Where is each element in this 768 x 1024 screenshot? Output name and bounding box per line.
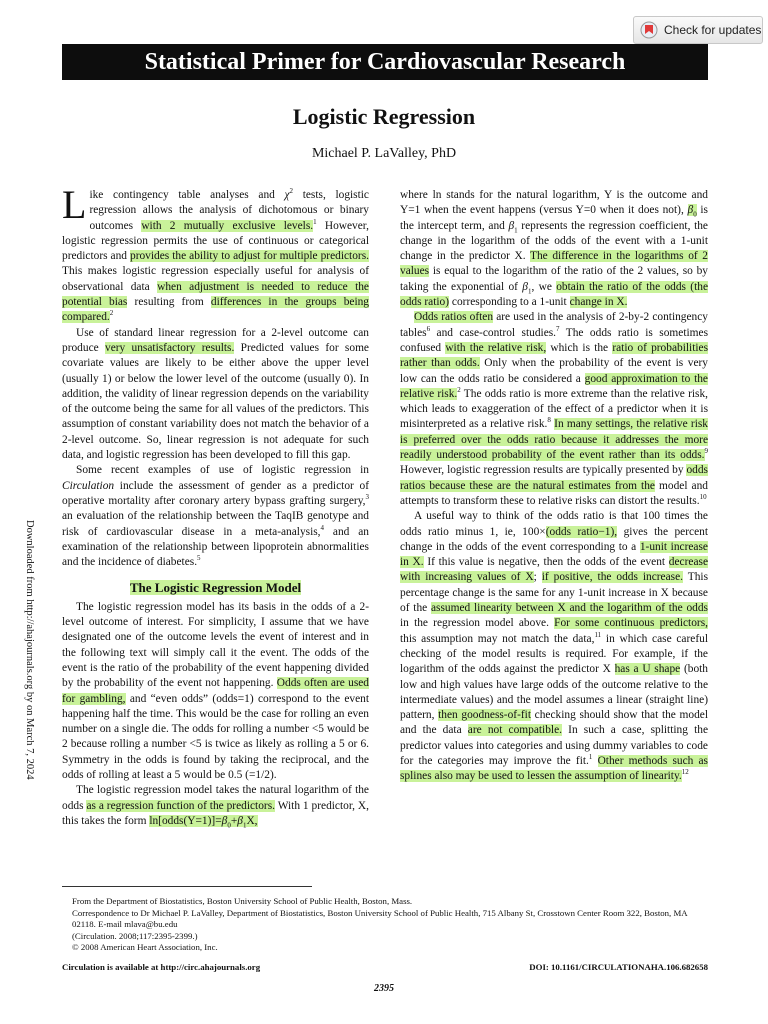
paragraph: Odds ratios often are used in the analysis of 2-by-2 contingency tables$^6$ and case-control studies.$^7$ The odds ratio is sometimes confused with the relative risk, which is the ratio of probabilities rather than odds. Only when the probability of the event is very low can the odds ratio be considered a good approximation to the relative risk.$^2$ The odds ratio is more extreme than the relative risk, which leads to exaggeration of the effect of a predictor when it is misinterpreted as a relative risk.$^8$ In many settings, the relative risk is preferred over the odds ratio because it addresses the more readily understood probability of the event rather than its odds.$^9$ However, logistic regression results are typically presented by odds ratios because these are the natural estimates from the model and attempts to transform these to relative risks can distort the results.$^{10}$ [400,311,709,507]
footnotes [62,896,708,972]
correspondence-note: Correspondence to Dr Michael P. LaValley, Department of Biostatistics, Boston University School of Public Health, 715 Albany St, Crosstown Center Room 322, Boston, MA 02118. E-mail mlava@bu.edu [72,907,688,930]
check-for-updates-label: Check for updates [664,23,762,37]
paragraph: Use of standard linear regression for a 2-level outcome can produce very unsatisfactory results. Predicted values for some covariate values are likely to be either above the upper level (usually 1) or below the lower level of the outcome (usually 0). In addition, the validity of linear regression depends on the variability of the outcome being the same for all values of the predictors. This assumption of constant variability does not match the behavior of a 2-level outcome. So, linear regression is not adequate for such data, and logistic regression has been developed to fill this gap. [62,326,369,462]
doi-note: DOI: 10.1161/CIRCULATIONAHA.106.682658 [529,962,708,972]
crossmark-icon [640,21,658,39]
journal-url-note: Circulation is available at http://circ.ahajournals.org [62,962,261,972]
body-column-left [62,182,370,830]
affiliation-note: From the Department of Biostatistics, Boston University School of Public Health, Boston, Mass. [72,896,413,906]
body-column-right [400,188,708,785]
citation-note: (Circulation. 2008;117:2395-2399.) [72,930,198,941]
paragraph: Like contingency table analyses and $\chi^2$ tests, logistic regression allows the analysis of dichotomous or binary outcomes with 2 mutually exclusive levels.$^1$ However, logistic regression permits the use of continuous or categorical predictors and provides the ability to adjust for multiple predictors. This makes logistic regression especially useful for analysis of observational data when adjustment is needed to reduce the potential bias resulting from differences in the groups being compared.$^2$ [62,182,369,324]
article-title: Logistic Regression [292,104,476,129]
paragraph: A useful way to think of the odds ratio is that 100 times the odds ratio minus 1, ie, 100×(odds ratio−1), gives the percent change in the odds of the event corresponding to a 1-unit increase in X. If this value is negative, then the odds of the event decrease with increasing values of X; if positive, the odds increase. This percentage change is the same for any 1-unit increase in X because of the assumed linearity between X and the logarithm of the odds in the regression model above. For some continuous predictors, this assumption may not match the data,$^{11}$ in which case careful checking of the model results is required. For example, if the logarithm of the odds against the predictor X has a U shape (both low and high values have large odds of the outcome relative to the intermediate values) and the model assumes a linear (straight line) pattern, then goodness-of-fit checking should show that the model and the data are not compatible. In such a case, splitting the predictor values into categories and using dummy variables to code for the categories may improve the fit.$^1$ Other methods such as splines also may be used to lessen the assumption of linearity.$^{12}$ [400,510,709,783]
paragraph: The logistic regression model has its basis in the odds of a 2-level outcome of interest. For simplicity, I assume that we have designated one of the outcome levels the event of interest and in the following text will simply call it the event. The odds of the event is the ratio of the probability of the event happening divided by the probability of the event not happening. Odds often are used for gambling, and “even odds” (odds=1) correspond to the event happening half the time. This would be the case for rolling an even number on a single die. The odds for rolling a number <5 would be 2 because rolling a number <5 is twice as likely as rolling a 5 or 6. Symmetry in the odds is found by taking the reciprocal, and the odds of rolling at least a 5 would be 0.5 (=1/2). [62,600,370,781]
paragraph: Some recent examples of use of logistic regression in Circulation include the assessment of gender as a predictor of operative mortality after coronary artery bypass grafting surgery,$^3$ an evaluation of the relationship between the TaqIB genotype and risk of cardiovascular disease in a meta-analysis,$^4$ and an examination of the relationship between lipoprotein abnormalities and the incidence of diabetes.$^5$ [62,464,369,569]
page-number: 2395 [374,983,394,994]
check-for-updates-badge[interactable] [633,16,763,44]
download-side-note: Downloaded from http://ahajournals.org by on March 7, 2024 [24,520,35,780]
paragraph: The logistic regression model takes the natural logarithm of the odds as a regression function of the predictors. With 1 predictor, X, this takes the form $\ln[odds(Y=1)]=\beta_0+\beta_1X$, [62,784,370,830]
article-author: Michael P. LaValley, PhD [311,146,457,161]
series-banner: Statistical Primer for Cardiovascular Research [62,44,708,80]
copyright-note: © 2008 American Heart Association, Inc. [72,942,218,953]
footnote-divider [62,886,312,887]
paragraph: where ln stands for the natural logarithm, Y is the outcome and Y=1 when the event happens (versus Y=0 when it does not), $\beta_0$ is the intercept term, and $\beta_1$ represents the regression coefficient, the change in the logarithm of the odds of the event with a 1-unit change in the predictor X. The difference in the logarithms of 2 values is equal to the logarithm of the ratio of the 2 values, so by taking the exponential of $\beta_1$, we obtain the ratio of the odds (the odds ratio) corresponding to a 1-unit change in X. [400,189,709,309]
section-heading: The Logistic Regression Model [129,580,302,596]
